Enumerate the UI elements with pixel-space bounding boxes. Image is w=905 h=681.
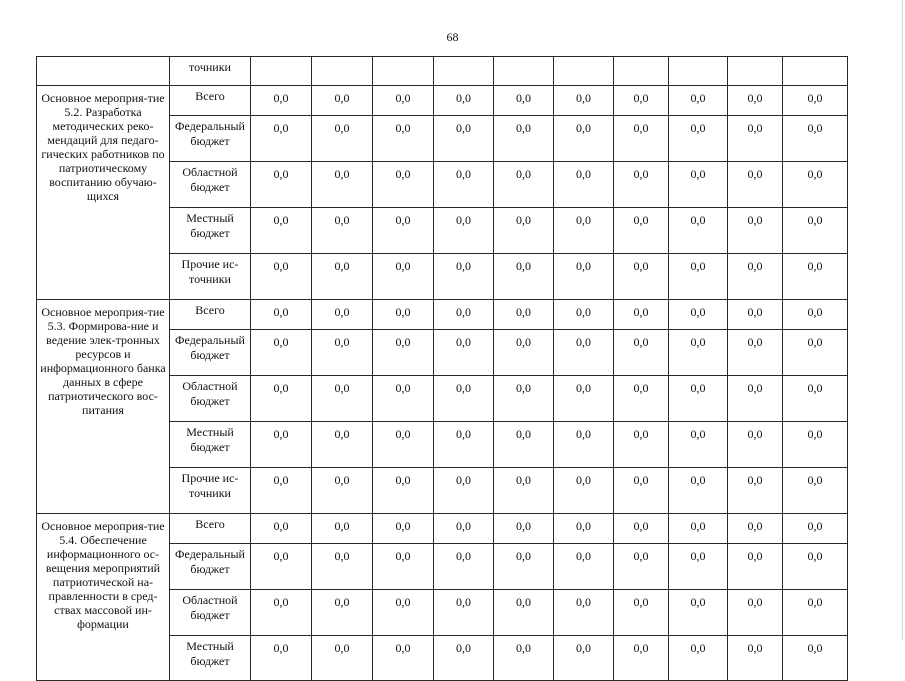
value-cell xyxy=(494,57,554,86)
table-row xyxy=(37,86,848,116)
value-cell: 0,0 xyxy=(251,300,312,330)
value-cell: 0,0 xyxy=(728,468,783,514)
value-cell: 0,0 xyxy=(783,376,848,422)
value-cell: 0,0 xyxy=(554,330,614,376)
source-cell: Всего xyxy=(170,86,251,116)
value-cell: 0,0 xyxy=(373,590,434,636)
value-cell: 0,0 xyxy=(614,514,669,544)
value-cell: 0,0 xyxy=(783,590,848,636)
value-cell: 0,0 xyxy=(728,514,783,544)
value-cell: 0,0 xyxy=(554,376,614,422)
value-cell: 0,0 xyxy=(669,422,728,468)
table-row xyxy=(37,300,848,330)
value-cell: 0,0 xyxy=(728,590,783,636)
value-cell xyxy=(373,57,434,86)
value-cell: 0,0 xyxy=(728,208,783,254)
value-cell: 0,0 xyxy=(669,300,728,330)
value-cell: 0,0 xyxy=(434,422,494,468)
value-cell: 0,0 xyxy=(669,590,728,636)
source-cell: Областной бюджет xyxy=(170,590,251,636)
value-cell: 0,0 xyxy=(373,636,434,681)
value-cell: 0,0 xyxy=(312,330,373,376)
activity-cell: Основное мероприя-тие 5.2. Разработка методических реко-мендаций для педаго-гических работников по патриотическому воспитанию обучаю-щихся xyxy=(37,86,170,300)
value-cell: 0,0 xyxy=(669,514,728,544)
value-cell: 0,0 xyxy=(251,116,312,162)
value-cell: 0,0 xyxy=(554,208,614,254)
value-cell: 0,0 xyxy=(373,208,434,254)
value-cell: 0,0 xyxy=(434,116,494,162)
value-cell: 0,0 xyxy=(494,422,554,468)
value-cell: 0,0 xyxy=(783,254,848,300)
value-cell: 0,0 xyxy=(728,376,783,422)
activity-cell: Основное мероприя-тие 5.3. Формирова-ние и ведение элек-тронных ресурсов и информационного банка данных в сфере патриотического вос-питания xyxy=(37,300,170,514)
value-cell: 0,0 xyxy=(312,514,373,544)
value-cell: 0,0 xyxy=(669,636,728,681)
value-cell: 0,0 xyxy=(494,254,554,300)
value-cell: 0,0 xyxy=(434,514,494,544)
value-cell: 0,0 xyxy=(494,544,554,590)
value-cell: 0,0 xyxy=(251,376,312,422)
value-cell: 0,0 xyxy=(373,300,434,330)
value-cell: 0,0 xyxy=(373,544,434,590)
value-cell: 0,0 xyxy=(614,468,669,514)
value-cell: 0,0 xyxy=(251,636,312,681)
value-cell: 0,0 xyxy=(373,162,434,208)
value-cell: 0,0 xyxy=(554,590,614,636)
value-cell xyxy=(728,57,783,86)
value-cell: 0,0 xyxy=(312,590,373,636)
value-cell: 0,0 xyxy=(614,86,669,116)
value-cell: 0,0 xyxy=(251,254,312,300)
funding-table-body xyxy=(37,57,848,681)
value-cell xyxy=(312,57,373,86)
value-cell: 0,0 xyxy=(554,514,614,544)
value-cell: 0,0 xyxy=(614,590,669,636)
value-cell: 0,0 xyxy=(373,86,434,116)
value-cell: 0,0 xyxy=(554,300,614,330)
page-number: 68 xyxy=(446,30,459,44)
value-cell: 0,0 xyxy=(728,422,783,468)
value-cell: 0,0 xyxy=(783,330,848,376)
value-cell: 0,0 xyxy=(373,468,434,514)
value-cell xyxy=(554,57,614,86)
value-cell: 0,0 xyxy=(728,254,783,300)
value-cell: 0,0 xyxy=(434,300,494,330)
value-cell: 0,0 xyxy=(669,544,728,590)
value-cell: 0,0 xyxy=(669,86,728,116)
value-cell: 0,0 xyxy=(494,162,554,208)
value-cell: 0,0 xyxy=(783,116,848,162)
value-cell: 0,0 xyxy=(669,254,728,300)
scan-edge-line xyxy=(902,0,903,640)
value-cell: 0,0 xyxy=(494,514,554,544)
value-cell: 0,0 xyxy=(494,116,554,162)
value-cell xyxy=(434,57,494,86)
value-cell: 0,0 xyxy=(494,376,554,422)
continuation-row xyxy=(37,57,848,86)
funding-table xyxy=(36,56,848,681)
value-cell: 0,0 xyxy=(669,116,728,162)
value-cell: 0,0 xyxy=(728,86,783,116)
value-cell: 0,0 xyxy=(728,544,783,590)
value-cell: 0,0 xyxy=(251,590,312,636)
value-cell: 0,0 xyxy=(312,300,373,330)
value-cell: 0,0 xyxy=(614,376,669,422)
value-cell: 0,0 xyxy=(251,422,312,468)
value-cell: 0,0 xyxy=(728,300,783,330)
table-row xyxy=(37,514,848,544)
value-cell: 0,0 xyxy=(614,162,669,208)
value-cell: 0,0 xyxy=(783,544,848,590)
value-cell: 0,0 xyxy=(783,86,848,116)
value-cell: 0,0 xyxy=(494,590,554,636)
value-cell: 0,0 xyxy=(669,208,728,254)
value-cell xyxy=(783,57,848,86)
source-cell: Прочие ис-точники xyxy=(170,468,251,514)
value-cell: 0,0 xyxy=(312,468,373,514)
value-cell: 0,0 xyxy=(728,330,783,376)
value-cell: 0,0 xyxy=(614,544,669,590)
value-cell: 0,0 xyxy=(434,330,494,376)
value-cell: 0,0 xyxy=(312,376,373,422)
value-cell: 0,0 xyxy=(554,116,614,162)
value-cell: 0,0 xyxy=(312,254,373,300)
source-cell: Федеральный бюджет xyxy=(170,116,251,162)
source-cell: Местный бюджет xyxy=(170,636,251,681)
source-cell: точники xyxy=(170,57,251,86)
value-cell: 0,0 xyxy=(728,162,783,208)
value-cell: 0,0 xyxy=(554,468,614,514)
value-cell: 0,0 xyxy=(434,636,494,681)
value-cell: 0,0 xyxy=(783,514,848,544)
source-cell: Всего xyxy=(170,514,251,544)
value-cell: 0,0 xyxy=(554,86,614,116)
value-cell: 0,0 xyxy=(251,162,312,208)
value-cell: 0,0 xyxy=(614,300,669,330)
source-cell: Прочие ис-точники xyxy=(170,254,251,300)
value-cell: 0,0 xyxy=(783,162,848,208)
value-cell: 0,0 xyxy=(373,422,434,468)
value-cell: 0,0 xyxy=(251,208,312,254)
value-cell: 0,0 xyxy=(373,376,434,422)
value-cell: 0,0 xyxy=(373,254,434,300)
value-cell: 0,0 xyxy=(728,116,783,162)
value-cell: 0,0 xyxy=(669,330,728,376)
value-cell: 0,0 xyxy=(494,330,554,376)
value-cell: 0,0 xyxy=(614,116,669,162)
value-cell: 0,0 xyxy=(434,208,494,254)
value-cell: 0,0 xyxy=(614,422,669,468)
value-cell: 0,0 xyxy=(434,376,494,422)
value-cell: 0,0 xyxy=(434,254,494,300)
value-cell: 0,0 xyxy=(783,208,848,254)
value-cell: 0,0 xyxy=(783,468,848,514)
source-cell: Федеральный бюджет xyxy=(170,330,251,376)
value-cell xyxy=(614,57,669,86)
source-cell: Местный бюджет xyxy=(170,208,251,254)
source-cell: Всего xyxy=(170,300,251,330)
value-cell: 0,0 xyxy=(554,254,614,300)
value-cell: 0,0 xyxy=(783,422,848,468)
value-cell: 0,0 xyxy=(251,86,312,116)
value-cell: 0,0 xyxy=(783,636,848,681)
source-cell: Федеральный бюджет xyxy=(170,544,251,590)
value-cell: 0,0 xyxy=(251,544,312,590)
value-cell: 0,0 xyxy=(312,162,373,208)
value-cell: 0,0 xyxy=(312,544,373,590)
source-cell: Областной бюджет xyxy=(170,376,251,422)
value-cell: 0,0 xyxy=(614,254,669,300)
value-cell: 0,0 xyxy=(669,468,728,514)
source-cell: Областной бюджет xyxy=(170,162,251,208)
value-cell: 0,0 xyxy=(494,208,554,254)
value-cell: 0,0 xyxy=(554,636,614,681)
value-cell: 0,0 xyxy=(434,86,494,116)
source-cell: Местный бюджет xyxy=(170,422,251,468)
value-cell: 0,0 xyxy=(554,544,614,590)
value-cell: 0,0 xyxy=(554,162,614,208)
value-cell: 0,0 xyxy=(312,636,373,681)
value-cell: 0,0 xyxy=(434,468,494,514)
value-cell: 0,0 xyxy=(312,86,373,116)
value-cell: 0,0 xyxy=(312,116,373,162)
value-cell: 0,0 xyxy=(251,330,312,376)
value-cell: 0,0 xyxy=(251,514,312,544)
value-cell: 0,0 xyxy=(373,116,434,162)
value-cell: 0,0 xyxy=(312,422,373,468)
value-cell: 0,0 xyxy=(728,636,783,681)
value-cell: 0,0 xyxy=(669,376,728,422)
value-cell: 0,0 xyxy=(373,514,434,544)
value-cell: 0,0 xyxy=(434,162,494,208)
value-cell: 0,0 xyxy=(251,468,312,514)
value-cell: 0,0 xyxy=(494,636,554,681)
value-cell xyxy=(251,57,312,86)
value-cell: 0,0 xyxy=(614,636,669,681)
value-cell: 0,0 xyxy=(494,468,554,514)
value-cell: 0,0 xyxy=(614,330,669,376)
value-cell: 0,0 xyxy=(614,208,669,254)
value-cell: 0,0 xyxy=(434,590,494,636)
activity-cell: Основное мероприя-тие 5.4. Обеспечение информационного ос-вещения мероприятий патриотической на-правленности в сред-ствах массовой ин-формации xyxy=(37,514,170,681)
value-cell: 0,0 xyxy=(554,422,614,468)
value-cell: 0,0 xyxy=(434,544,494,590)
value-cell xyxy=(669,57,728,86)
value-cell: 0,0 xyxy=(783,300,848,330)
value-cell: 0,0 xyxy=(373,330,434,376)
value-cell: 0,0 xyxy=(494,300,554,330)
activity-cell xyxy=(37,57,170,86)
value-cell: 0,0 xyxy=(494,86,554,116)
value-cell: 0,0 xyxy=(669,162,728,208)
value-cell: 0,0 xyxy=(312,208,373,254)
